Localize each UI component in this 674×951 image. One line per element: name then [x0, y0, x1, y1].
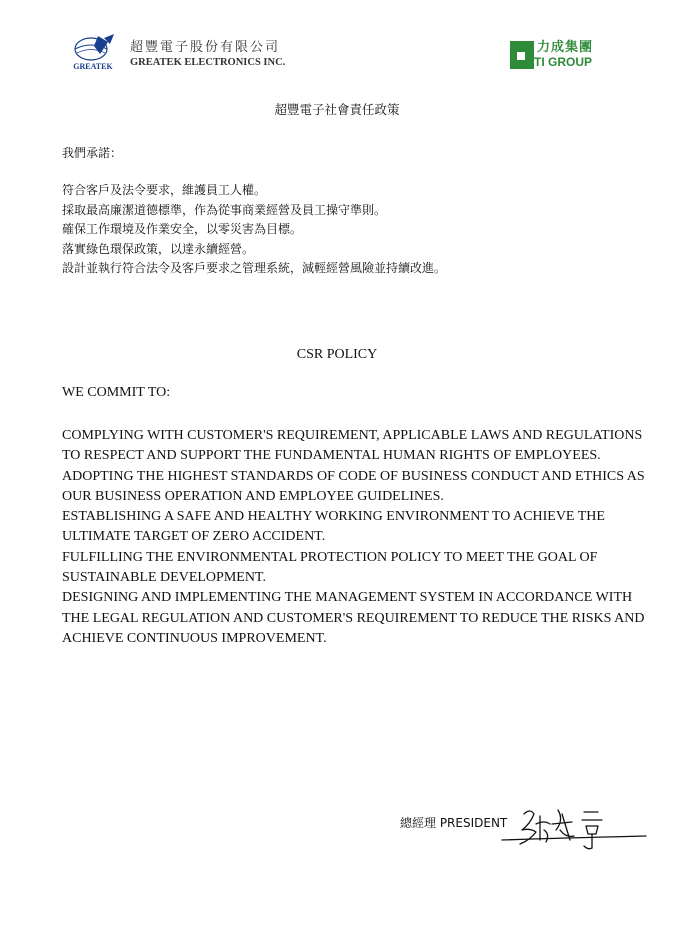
- chinese-commitment-item: 採取最高廉潔道德標準，作為從事商業經營及員工操守準則。: [62, 202, 387, 217]
- english-commitment-item: COMPLYING WITH CUSTOMER'S REQUIREMENT, APPLICABLE LAWS AND REGULATIONS TO RESPECT AND SUPPORT THE FUNDAMENTAL HUMAN RIGHTS OF EMPLOYEES.: [62, 428, 643, 464]
- english-commitment-item: FULFILLING THE ENVIRONMENTAL PROTECTION POLICY TO MEET THE GOAL OF SUSTAINABLE DEVELOPMENT.: [62, 549, 598, 586]
- english-commit-heading: WE COMMIT TO:: [62, 385, 171, 400]
- english-commitment-item: ESTABLISHING A SAFE AND HEALTHY WORKING ENVIRONMENT TO ACHIEVE THE ULTIMATE TARGET OF ZERO ACCIDENT.: [62, 509, 605, 545]
- company-name-zh: 超豐電子股份有限公司: [130, 40, 281, 55]
- hti-group-logo: [510, 40, 593, 72]
- english-commitment-item: ADOPTING THE HIGHEST STANDARDS OF CODE OF BUSINESS CONDUCT AND ETHICS AS OUR BUSINESS OPERATION AND EMPLOYEE GUIDELINES.: [62, 468, 645, 504]
- company-name-en: GREATEK ELECTRONICS INC.: [130, 57, 286, 68]
- english-commitment-list: [62, 426, 652, 649]
- chinese-commitment-list: [62, 181, 446, 279]
- chinese-commit-heading: 我們承諾：: [62, 146, 123, 160]
- logo-wordmark: GREATEK: [73, 62, 113, 71]
- chinese-commitment-item: 落實綠色環保政策，以達永續經營。: [62, 241, 255, 256]
- english-commitment-item: DESIGNING AND IMPLEMENTING THE MANAGEMENT SYSTEM IN ACCORDANCE WITH THE LEGAL REGULATION AND CUSTOMER'S REQUIREMENT TO REDUCE THE RISKS AND ACHIEVE CONTINUOUS IMPROVEMENT.: [62, 590, 645, 646]
- company-name-block: [130, 40, 285, 70]
- chinese-commitment-item: 符合客戶及法令要求，維護員工人權。: [62, 183, 267, 197]
- greatek-logo-icon: [64, 32, 122, 72]
- chinese-policy-title: 超豐電子社會責任政策: [274, 102, 400, 117]
- english-policy-title: CSR POLICY: [296, 347, 378, 362]
- chinese-commitment-item: 確保工作環境及作業安全，以零災害為目標。: [62, 222, 303, 236]
- signature-icon: [500, 800, 648, 856]
- chinese-commitment-item: 設計並執行符合法令及客戶要求之管理系統，減輕經營風險並持續改進。: [62, 261, 447, 275]
- group-name-zh: 力成集團: [537, 40, 594, 55]
- signature-label: 總經理 PRESIDENT: [400, 816, 508, 830]
- hti-mark-icon: [510, 41, 534, 69]
- group-name-en: TI GROUP: [534, 55, 593, 69]
